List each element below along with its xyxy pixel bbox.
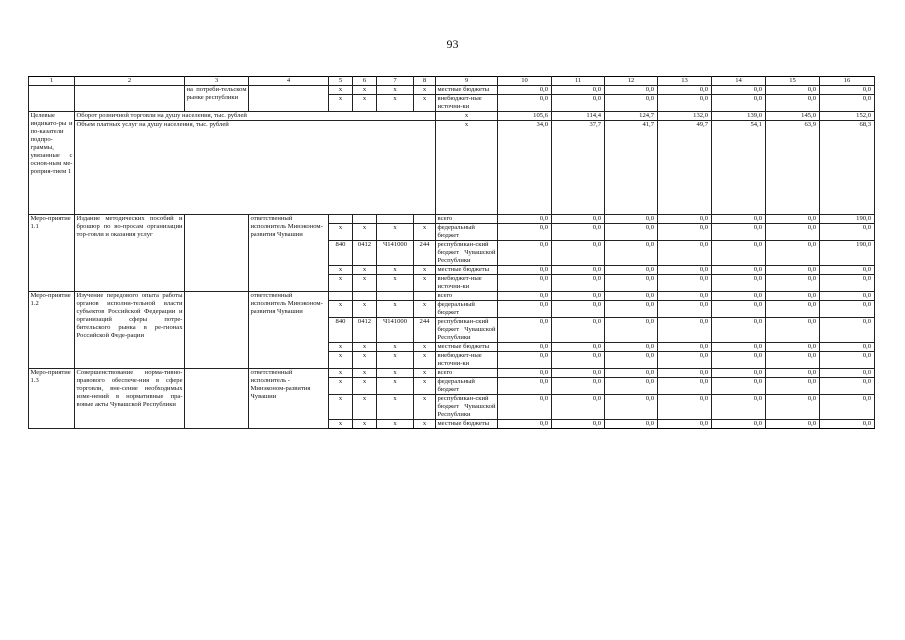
header-cell: 11 bbox=[552, 77, 605, 86]
value-cell: 0,0 bbox=[820, 420, 875, 429]
value-cell: 63,9 bbox=[766, 121, 820, 215]
value-cell: 0,0 bbox=[820, 378, 875, 395]
value-cell: 49,7 bbox=[658, 121, 712, 215]
code-cell: x bbox=[377, 301, 414, 318]
code-cell: Ч141000 bbox=[377, 318, 414, 343]
value-cell: 37,7 bbox=[552, 121, 605, 215]
value-cell: 0,0 bbox=[498, 343, 552, 352]
responsible-cell: ответственный исполнитель Минэконом-развития Чувашии bbox=[249, 215, 329, 292]
header-cell: 16 bbox=[820, 77, 875, 86]
indicator-mark: x bbox=[436, 121, 498, 215]
value-cell: 0,0 bbox=[498, 292, 552, 301]
table-row bbox=[29, 292, 875, 301]
indicator-mark: x bbox=[436, 112, 498, 121]
value-cell: 0,0 bbox=[498, 95, 552, 112]
code-cell: x bbox=[414, 275, 436, 292]
code-cell: x bbox=[414, 86, 436, 95]
responsible-cell bbox=[249, 86, 329, 112]
indicator-row bbox=[29, 121, 875, 215]
value-cell: 0,0 bbox=[498, 86, 552, 95]
value-cell: 0,0 bbox=[712, 275, 766, 292]
value-cell: 0,0 bbox=[605, 318, 658, 343]
value-cell: 0,0 bbox=[766, 215, 820, 224]
source-cell: всего bbox=[436, 215, 498, 224]
value-cell: 190,0 bbox=[820, 215, 875, 224]
code-cell: x bbox=[414, 395, 436, 420]
value-cell: 0,0 bbox=[766, 420, 820, 429]
value-cell: 145,0 bbox=[766, 112, 820, 121]
source-cell: местные бюджеты bbox=[436, 420, 498, 429]
code-cell: x bbox=[329, 86, 353, 95]
header-cell: 8 bbox=[414, 77, 436, 86]
code-cell: x bbox=[377, 369, 414, 378]
indicator-name: Объем платных услуг на душу населения, тыс. рублей bbox=[75, 121, 436, 215]
header-cell: 2 bbox=[75, 77, 185, 86]
value-cell: 0,0 bbox=[712, 369, 766, 378]
value-cell: 0,0 bbox=[498, 395, 552, 420]
value-cell: 0,0 bbox=[820, 301, 875, 318]
value-cell: 0,0 bbox=[605, 369, 658, 378]
code-cell: 0412 bbox=[353, 318, 377, 343]
code-cell: x bbox=[353, 395, 377, 420]
value-cell: 0,0 bbox=[605, 420, 658, 429]
value-cell: 0,0 bbox=[605, 395, 658, 420]
measure-code-cell: Меро-приятие 1.2 bbox=[29, 292, 75, 369]
value-cell: 68,3 bbox=[820, 121, 875, 215]
value-cell: 0,0 bbox=[605, 292, 658, 301]
goal-cell bbox=[185, 215, 249, 292]
value-cell: 34,0 bbox=[498, 121, 552, 215]
indicator-row bbox=[29, 112, 875, 121]
code-cell: x bbox=[353, 266, 377, 275]
code-cell: x bbox=[353, 275, 377, 292]
code-cell bbox=[353, 292, 377, 301]
value-cell: 0,0 bbox=[552, 352, 605, 369]
code-cell: x bbox=[329, 378, 353, 395]
value-cell: 0,0 bbox=[605, 343, 658, 352]
value-cell: 124,7 bbox=[605, 112, 658, 121]
source-cell: федеральный бюджет bbox=[436, 224, 498, 241]
code-cell: x bbox=[353, 369, 377, 378]
value-cell: 0,0 bbox=[766, 266, 820, 275]
value-cell: 0,0 bbox=[498, 241, 552, 266]
value-cell: 0,0 bbox=[552, 318, 605, 343]
measure-name-cell: Издание методических пособий и брошюр по во-просам организации тор-говли и оказания услуг bbox=[75, 215, 185, 292]
value-cell: 0,0 bbox=[552, 275, 605, 292]
value-cell: 0,0 bbox=[552, 86, 605, 95]
source-cell: республикан-ский бюджет Чувашской Республики bbox=[437, 241, 496, 264]
source-cell: внебюджет-ные источни-ки bbox=[436, 275, 498, 292]
value-cell: 0,0 bbox=[658, 275, 712, 292]
value-cell: 0,0 bbox=[766, 224, 820, 241]
measure-code-cell: Меро-приятие 1.3 bbox=[29, 369, 75, 429]
value-cell: 0,0 bbox=[552, 292, 605, 301]
value-cell: 0,0 bbox=[498, 224, 552, 241]
value-cell: 0,0 bbox=[552, 241, 605, 266]
value-cell: 0,0 bbox=[766, 318, 820, 343]
measure-code-cell bbox=[29, 86, 75, 112]
value-cell: 0,0 bbox=[498, 275, 552, 292]
code-cell: x bbox=[353, 420, 377, 429]
value-cell: 0,0 bbox=[820, 95, 875, 112]
header-cell: 13 bbox=[658, 77, 712, 86]
code-cell: x bbox=[329, 395, 353, 420]
value-cell: 0,0 bbox=[766, 395, 820, 420]
code-cell: x bbox=[377, 275, 414, 292]
code-cell: x bbox=[329, 224, 353, 241]
code-cell: x bbox=[414, 378, 436, 395]
value-cell: 0,0 bbox=[712, 86, 766, 95]
table-row bbox=[29, 369, 875, 378]
code-cell: x bbox=[414, 224, 436, 241]
value-cell: 0,0 bbox=[766, 343, 820, 352]
responsible-cell: ответственный исполнитель - Минэконом-развития Чувашии bbox=[249, 369, 329, 429]
source-cell: внебюджет-ные источни-ки bbox=[436, 95, 498, 112]
value-cell: 139,0 bbox=[712, 112, 766, 121]
value-cell: 0,0 bbox=[552, 266, 605, 275]
value-cell: 0,0 bbox=[712, 378, 766, 395]
value-cell: 0,0 bbox=[658, 318, 712, 343]
value-cell: 0,0 bbox=[766, 95, 820, 112]
value-cell: 0,0 bbox=[658, 224, 712, 241]
code-cell: x bbox=[353, 343, 377, 352]
value-cell: 0,0 bbox=[820, 343, 875, 352]
code-cell: x bbox=[329, 95, 353, 112]
header-cell: 10 bbox=[498, 77, 552, 86]
value-cell: 0,0 bbox=[658, 369, 712, 378]
code-cell: x bbox=[329, 343, 353, 352]
code-cell: x bbox=[329, 352, 353, 369]
code-cell: x bbox=[414, 420, 436, 429]
value-cell: 0,0 bbox=[766, 301, 820, 318]
code-cell: x bbox=[329, 369, 353, 378]
value-cell: 0,0 bbox=[712, 352, 766, 369]
source-cell: федеральный бюджет bbox=[436, 301, 498, 318]
value-cell: 0,0 bbox=[552, 395, 605, 420]
code-cell: x bbox=[353, 352, 377, 369]
code-cell: x bbox=[414, 352, 436, 369]
value-cell: 0,0 bbox=[605, 224, 658, 241]
code-cell bbox=[329, 215, 353, 224]
source-cell: всего bbox=[436, 292, 498, 301]
code-cell: x bbox=[377, 395, 414, 420]
table-row bbox=[29, 215, 875, 224]
code-cell bbox=[414, 292, 436, 301]
code-cell: x bbox=[353, 224, 377, 241]
value-cell: 0,0 bbox=[766, 275, 820, 292]
value-cell: 0,0 bbox=[766, 369, 820, 378]
value-cell: 105,6 bbox=[498, 112, 552, 121]
code-cell: x bbox=[353, 378, 377, 395]
code-cell bbox=[377, 215, 414, 224]
code-cell: x bbox=[377, 378, 414, 395]
value-cell: 0,0 bbox=[766, 378, 820, 395]
value-cell: 0,0 bbox=[552, 215, 605, 224]
value-cell: 0,0 bbox=[658, 95, 712, 112]
source-cell: республикан-ский бюджет Чувашской Республики bbox=[437, 395, 496, 418]
value-cell: 0,0 bbox=[820, 266, 875, 275]
value-cell: 0,0 bbox=[498, 215, 552, 224]
value-cell: 0,0 bbox=[552, 95, 605, 112]
value-cell: 0,0 bbox=[498, 301, 552, 318]
indicator-name: Оборот розничной торговли на душу населения, тыс. рублей bbox=[75, 112, 436, 121]
code-cell: x bbox=[377, 224, 414, 241]
value-cell: 0,0 bbox=[712, 215, 766, 224]
value-cell: 0,0 bbox=[766, 352, 820, 369]
value-cell: 0,0 bbox=[658, 266, 712, 275]
code-cell: 0412 bbox=[353, 241, 377, 266]
value-cell: 0,0 bbox=[658, 343, 712, 352]
value-cell: 0,0 bbox=[712, 266, 766, 275]
value-cell: 0,0 bbox=[820, 369, 875, 378]
value-cell: 132,0 bbox=[658, 112, 712, 121]
value-cell: 0,0 bbox=[658, 292, 712, 301]
code-cell: 840 bbox=[329, 318, 353, 343]
goal-cell: на потреби-тельском рынке республики bbox=[185, 86, 249, 112]
value-cell: 0,0 bbox=[605, 352, 658, 369]
value-cell: 0,0 bbox=[820, 352, 875, 369]
value-cell: 0,0 bbox=[658, 395, 712, 420]
header-row bbox=[29, 77, 875, 86]
code-cell: 840 bbox=[329, 241, 353, 266]
value-cell: 0,0 bbox=[498, 318, 552, 343]
header-cell: 4 bbox=[249, 77, 329, 86]
goal-cell bbox=[185, 292, 249, 369]
code-cell: x bbox=[329, 266, 353, 275]
code-cell bbox=[329, 292, 353, 301]
header-cell: 7 bbox=[377, 77, 414, 86]
value-cell: 0,0 bbox=[712, 292, 766, 301]
code-cell: x bbox=[414, 266, 436, 275]
source-cell: местные бюджеты bbox=[436, 86, 498, 95]
code-cell: x bbox=[353, 86, 377, 95]
code-cell: x bbox=[329, 275, 353, 292]
code-cell: x bbox=[414, 343, 436, 352]
code-cell: x bbox=[377, 420, 414, 429]
value-cell: 0,0 bbox=[820, 86, 875, 95]
value-cell: 0,0 bbox=[605, 275, 658, 292]
value-cell: 0,0 bbox=[498, 266, 552, 275]
value-cell: 190,0 bbox=[820, 241, 875, 266]
value-cell: 0,0 bbox=[605, 301, 658, 318]
measure-name-cell: Совершенствование норма-тивно-правового обеспече-ния в сфере торговли, вне-сение необходимых изме-нений в нормативные пра-вовые акты Чувашской Республики bbox=[75, 369, 185, 429]
value-cell: 0,0 bbox=[712, 224, 766, 241]
value-cell: 0,0 bbox=[498, 369, 552, 378]
value-cell: 0,0 bbox=[766, 86, 820, 95]
value-cell: 0,0 bbox=[820, 224, 875, 241]
responsible-cell: ответственный исполнитель Минэконом-развития Чувашии bbox=[249, 292, 329, 369]
header-cell: 9 bbox=[436, 77, 498, 86]
value-cell: 54,1 bbox=[712, 121, 766, 215]
source-cell: внебюджет-ные источни-ки bbox=[436, 352, 498, 369]
code-cell: Ч141000 bbox=[377, 241, 414, 266]
value-cell: 0,0 bbox=[498, 378, 552, 395]
value-cell: 0,0 bbox=[712, 420, 766, 429]
value-cell: 0,0 bbox=[498, 420, 552, 429]
value-cell: 0,0 bbox=[552, 369, 605, 378]
code-cell: x bbox=[414, 369, 436, 378]
code-cell bbox=[353, 215, 377, 224]
value-cell: 0,0 bbox=[712, 95, 766, 112]
value-cell: 0,0 bbox=[552, 343, 605, 352]
value-cell: 0,0 bbox=[605, 95, 658, 112]
value-cell: 0,0 bbox=[498, 352, 552, 369]
value-cell: 0,0 bbox=[658, 420, 712, 429]
value-cell: 0,0 bbox=[658, 352, 712, 369]
code-cell: x bbox=[377, 95, 414, 112]
value-cell: 0,0 bbox=[820, 318, 875, 343]
code-cell: 244 bbox=[414, 318, 436, 343]
code-cell: x bbox=[377, 352, 414, 369]
code-cell: x bbox=[353, 95, 377, 112]
source-cell: республикан-ский бюджет Чувашской Республики bbox=[437, 318, 496, 341]
value-cell: 0,0 bbox=[712, 343, 766, 352]
code-cell: x bbox=[377, 86, 414, 95]
code-cell: x bbox=[329, 420, 353, 429]
value-cell: 0,0 bbox=[820, 275, 875, 292]
measure-name-cell: Изучение передового опыта работы органов исполни-тельной власти субъектов Российской Федерации и организаций сферы потре-бительского рынка в ре-гионах Российской Феде-рации bbox=[75, 292, 185, 369]
value-cell: 0,0 bbox=[820, 395, 875, 420]
code-cell: x bbox=[353, 301, 377, 318]
goal-cell bbox=[185, 369, 249, 429]
value-cell: 0,0 bbox=[820, 292, 875, 301]
value-cell: 0,0 bbox=[766, 241, 820, 266]
code-cell: x bbox=[414, 95, 436, 112]
value-cell: 0,0 bbox=[712, 241, 766, 266]
value-cell: 0,0 bbox=[605, 86, 658, 95]
value-cell: 0,0 bbox=[766, 292, 820, 301]
value-cell: 0,0 bbox=[712, 318, 766, 343]
header-cell: 3 bbox=[185, 77, 249, 86]
value-cell: 114,4 bbox=[552, 112, 605, 121]
code-cell: x bbox=[377, 266, 414, 275]
code-cell: 244 bbox=[414, 241, 436, 266]
page-number: 93 bbox=[446, 37, 459, 51]
value-cell: 0,0 bbox=[658, 215, 712, 224]
value-cell: 0,0 bbox=[552, 378, 605, 395]
header-cell: 6 bbox=[353, 77, 377, 86]
code-cell: x bbox=[329, 301, 353, 318]
code-cell: x bbox=[414, 301, 436, 318]
measure-code-cell: Меро-приятие 1.1 bbox=[29, 215, 75, 292]
code-cell: x bbox=[377, 343, 414, 352]
value-cell: 0,0 bbox=[658, 378, 712, 395]
header-cell: 15 bbox=[766, 77, 820, 86]
header-cell: 1 bbox=[29, 77, 75, 86]
measure-name-cell bbox=[75, 86, 185, 112]
code-cell bbox=[377, 292, 414, 301]
value-cell: 41,7 bbox=[605, 121, 658, 215]
value-cell: 0,0 bbox=[712, 395, 766, 420]
code-cell bbox=[414, 215, 436, 224]
budget-table bbox=[28, 76, 875, 429]
value-cell: 0,0 bbox=[712, 301, 766, 318]
source-cell: местные бюджеты bbox=[436, 343, 498, 352]
value-cell: 0,0 bbox=[605, 266, 658, 275]
table-row bbox=[29, 86, 875, 95]
header-cell: 14 bbox=[712, 77, 766, 86]
value-cell: 0,0 bbox=[658, 301, 712, 318]
indicators-label: Целевые индикато-ры и по-казатели подпро-граммы, увязанные с основ-ным ме-роприя-тием 1 bbox=[29, 112, 75, 215]
value-cell: 152,0 bbox=[820, 112, 875, 121]
value-cell: 0,0 bbox=[658, 241, 712, 266]
source-cell: федеральный бюджет bbox=[436, 378, 498, 395]
value-cell: 0,0 bbox=[605, 241, 658, 266]
source-cell: местные бюджеты bbox=[436, 266, 498, 275]
header-cell: 12 bbox=[605, 77, 658, 86]
value-cell: 0,0 bbox=[605, 378, 658, 395]
value-cell: 0,0 bbox=[552, 224, 605, 241]
header-cell: 5 bbox=[329, 77, 353, 86]
value-cell: 0,0 bbox=[552, 420, 605, 429]
value-cell: 0,0 bbox=[605, 215, 658, 224]
source-cell: всего bbox=[436, 369, 498, 378]
value-cell: 0,0 bbox=[552, 301, 605, 318]
value-cell: 0,0 bbox=[658, 86, 712, 95]
